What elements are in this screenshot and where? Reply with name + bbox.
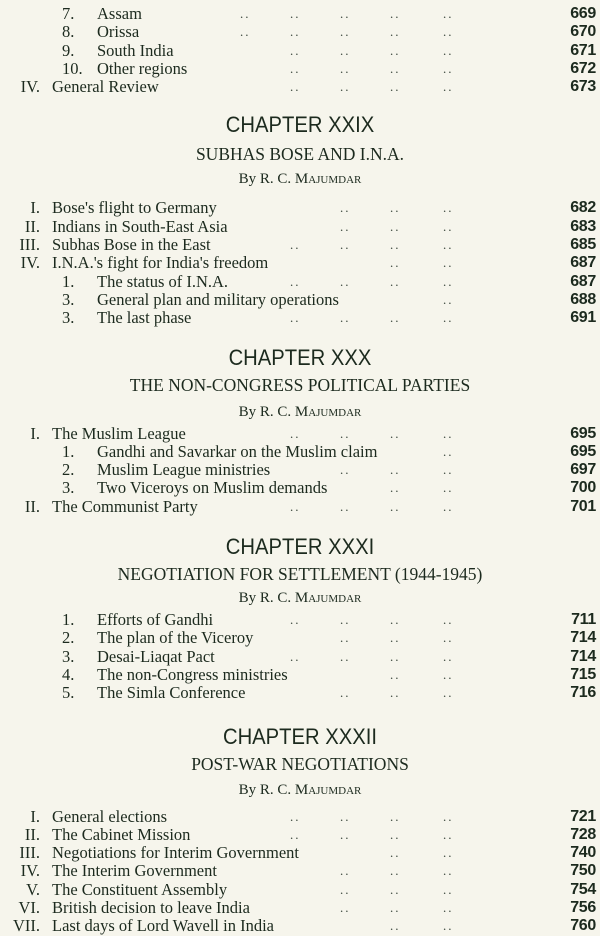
page-number: 697 [570,461,596,479]
toc-entry [0,218,600,236]
chapter-author-line [0,779,600,801]
by-label: By [238,403,257,420]
entry-number: II. [24,496,40,516]
entry-number: 10. [62,58,83,78]
toc-entry [0,844,600,862]
leader-dots: .. [290,425,301,441]
entry-number: 2. [62,460,75,480]
entry-number: 3. [62,646,75,666]
toc-entry [0,291,600,309]
leader-dots: .. [443,612,454,628]
toc-entry [0,629,600,647]
entry-title: The Simla Conference [97,683,246,703]
entry-title: General Review [52,77,159,97]
leader-dots: .. [390,845,401,861]
entry-title: Subhas Bose in the East [52,235,211,255]
leader-dots: .. [290,498,301,514]
toc-entry [0,23,600,41]
entry-number: VII. [12,916,40,936]
chapter-entries [0,611,600,702]
leader-dots: .. [390,425,401,441]
entry-number: 7. [62,4,75,23]
toc-entry [0,899,600,917]
leader-dots: .. [340,685,351,701]
leader-dots: .. [340,24,351,40]
leader-dots: .. [390,666,401,682]
toc-entry [0,273,600,291]
leader-dots: .. [390,498,401,514]
entry-number: I. [30,806,40,826]
leader-dots: .. [443,900,454,916]
leader-dots: .. [390,900,401,916]
leader-dots: .. [443,42,454,58]
leader-dots: .. [390,808,401,824]
toc-entry [0,60,600,78]
entry-number: V. [26,879,40,899]
page-number: 750 [570,862,596,880]
leader-dots: .. [443,462,454,478]
leader-dots: .. [443,255,454,271]
chapter-heading: CHAPTER XXX [228,344,372,370]
chapter-entries [0,808,600,936]
leader-dots: .. [340,630,351,646]
leader-dots: .. [340,60,351,76]
entry-title: Indians in South-East Asia [52,216,228,236]
leader-dots: .. [240,6,251,21]
toc-entry [0,309,600,327]
entry-title: General plan and military operations [97,289,339,309]
page-number: 670 [570,23,596,41]
entry-number: 3. [62,308,75,328]
toc-entry [0,461,600,479]
page-number: 685 [570,236,596,254]
toc-entry [0,78,600,96]
chapter-author-line [0,168,600,190]
leader-dots: .. [443,24,454,40]
entry-number: I. [30,198,40,218]
entry-title: The Cabinet Mission [52,824,191,844]
entry-number: 8. [62,22,75,42]
entry-number: IV. [20,77,40,97]
page-number: 687 [570,272,596,290]
leader-dots: .. [443,200,454,216]
chapter-title: NEGOTIATION FOR SETTLEMENT (1944-1945) [117,564,483,585]
toc-entry [0,611,600,629]
toc-entry [0,808,600,826]
leader-dots: .. [443,918,454,934]
page-number: 673 [570,78,596,96]
page-number: 672 [570,59,596,77]
entry-title: The Constituent Assembly [52,879,228,899]
entry-number: II. [24,216,40,236]
leader-dots: .. [340,648,351,664]
entry-title: The last phase [97,308,192,328]
leader-dots: .. [443,291,454,307]
leader-dots: .. [390,612,401,628]
leader-dots: .. [340,273,351,289]
toc-entry [0,498,600,516]
chapter-section [0,344,600,516]
page-number: 728 [570,825,596,843]
leader-dots: .. [443,808,454,824]
leader-dots: .. [443,845,454,861]
entry-title: The plan of the Viceroy [97,628,254,648]
leader-dots: .. [290,6,301,21]
leader-dots: .. [390,826,401,842]
entry-title: Last days of Lord Wavell in India [52,916,274,936]
entry-title: Other regions [97,58,188,78]
leader-dots: .. [443,6,454,21]
entry-title: I.N.A.'s fight for India's freedom [52,253,269,273]
leader-dots: .. [443,648,454,664]
entry-number: III. [19,843,40,863]
toc-entry [0,862,600,880]
chapter-heading: CHAPTER XXIX [225,112,375,138]
entry-number: IV. [20,861,40,881]
by-label: By [238,781,257,798]
leader-dots: .. [290,237,301,253]
entry-title: Assam [97,4,142,23]
leader-dots: .. [443,498,454,514]
page-number: 740 [570,844,596,862]
leader-dots: .. [290,273,301,289]
leader-dots: .. [340,218,351,234]
leader-dots: .. [390,630,401,646]
page-number: 682 [570,199,596,217]
page-number: 700 [570,479,596,497]
page-number: 683 [570,217,596,235]
entry-title: Two Viceroys on Muslim demands [97,478,328,498]
chapter-author-line [0,401,600,423]
toc-entry [0,443,600,461]
chapter-title: POST-WAR NEGOTIATIONS [191,753,409,774]
page-number: 711 [571,611,596,629]
leader-dots: .. [290,648,301,664]
leader-dots: .. [340,42,351,58]
chapters [0,111,600,935]
entry-title: South India [97,40,174,60]
leader-dots: .. [443,826,454,842]
chapter-section [0,111,600,327]
page-number: 721 [570,807,596,825]
leader-dots: .. [340,425,351,441]
chapter-section [0,723,600,936]
leader-dots: .. [443,237,454,253]
leader-dots: .. [290,42,301,58]
chapter-section [0,533,600,702]
leader-dots: .. [290,310,301,326]
entry-title: Muslim League ministries [97,460,271,480]
leader-dots: .. [443,443,454,459]
leader-dots: .. [340,863,351,879]
entry-title: British decision to leave India [52,898,250,918]
entry-number: IV. [20,253,40,273]
intro-entries [0,5,600,96]
entry-number: 1. [62,610,75,630]
leader-dots: .. [390,6,401,21]
page-number: 687 [570,254,596,272]
entry-title: The non-Congress ministries [97,664,288,684]
leader-dots: .. [290,60,301,76]
toc-entry [0,425,600,443]
chapter-heading: CHAPTER XXXII [222,723,378,749]
page-number: 714 [570,629,596,647]
leader-dots: .. [340,6,351,21]
leader-dots: .. [390,310,401,326]
toc-entry [0,826,600,844]
leader-dots: .. [340,826,351,842]
page-number: 714 [570,647,596,665]
entry-number: 5. [62,683,75,703]
leader-dots: .. [340,310,351,326]
toc-entry [0,684,600,702]
leader-dots: .. [290,612,301,628]
entry-title: Negotiations for Interim Government [52,843,299,863]
entry-number: 1. [62,271,75,291]
toc-entry [0,666,600,684]
leader-dots: .. [390,881,401,897]
toc-entry [0,236,600,254]
entry-title: The Communist Party [52,496,198,516]
entry-title: Gandhi and Savarkar on the Muslim claim [97,441,378,461]
entry-number: 3. [62,289,75,309]
entry-number: 2. [62,628,75,648]
page-number: 688 [570,290,596,308]
leader-dots: .. [340,79,351,95]
entry-title: The Muslim League [52,423,186,443]
page-number: 715 [570,665,596,683]
leader-dots: .. [443,425,454,441]
author-name: R. C. Majumdar [259,403,362,420]
page-number: 756 [570,899,596,917]
entry-number: II. [24,824,40,844]
entry-title: Orissa [97,22,140,42]
leader-dots: .. [340,612,351,628]
entry-number: 1. [62,441,75,461]
leader-dots: .. [443,218,454,234]
leader-dots: .. [290,826,301,842]
toc-entry [0,42,600,60]
leader-dots: .. [390,255,401,271]
leader-dots: .. [390,863,401,879]
leader-dots: .. [390,79,401,95]
entry-number: 9. [62,40,75,60]
page-number: 695 [570,424,596,442]
chapter-title: THE NON-CONGRESS POLITICAL PARTIES [129,374,471,395]
leader-dots: .. [443,630,454,646]
toc-entry [0,199,600,217]
leader-dots: .. [340,237,351,253]
entry-number: III. [19,235,40,255]
entry-number: 3. [62,478,75,498]
entry-title: The Interim Government [52,861,217,881]
entry-number: 4. [62,664,75,684]
leader-dots: .. [390,218,401,234]
entry-title: Desai-Liaqat Pact [97,646,215,666]
leader-dots: .. [443,310,454,326]
page-number: 701 [570,497,596,515]
leader-dots: .. [443,79,454,95]
leader-dots: .. [390,60,401,76]
leader-dots: .. [340,200,351,216]
leader-dots: .. [390,24,401,40]
leader-dots: .. [290,79,301,95]
toc-entry [0,5,600,23]
leader-dots: .. [290,808,301,824]
leader-dots: .. [390,462,401,478]
chapter-author-line [0,587,600,609]
by-label: By [238,590,257,607]
leader-dots: .. [390,480,401,496]
leader-dots: .. [340,808,351,824]
entry-title: General elections [52,806,167,826]
leader-dots: .. [390,200,401,216]
leader-dots: .. [340,462,351,478]
page-number: 691 [570,309,596,327]
page-number: 760 [570,917,596,935]
chapter-entries [0,425,600,516]
leader-dots: .. [443,273,454,289]
leader-dots: .. [443,863,454,879]
leader-dots: .. [390,685,401,701]
leader-dots: .. [443,60,454,76]
entry-title: The status of I.N.A. [97,271,229,291]
page-number: 669 [570,5,596,22]
author-name: R. C. Majumdar [259,171,362,188]
leader-dots: .. [443,685,454,701]
entry-title: Bose's flight to Germany [52,198,217,218]
toc-entry [0,881,600,899]
leader-dots: .. [390,648,401,664]
leader-dots: .. [390,273,401,289]
leader-dots: .. [240,24,251,40]
by-label: By [238,171,257,188]
chapter-entries [0,199,600,327]
leader-dots: .. [290,24,301,40]
page-number: 695 [570,442,596,460]
leader-dots: .. [390,42,401,58]
leader-dots: .. [340,498,351,514]
leader-dots: .. [390,237,401,253]
leader-dots: .. [443,480,454,496]
entry-number: VI. [18,898,40,918]
leader-dots: .. [390,918,401,934]
chapter-heading: CHAPTER XXXI [225,534,375,560]
chapter-title: SUBHAS BOSE AND I.N.A. [195,144,405,165]
page-number: 716 [570,684,596,702]
page-number: 671 [570,41,596,59]
author-name: R. C. Majumdar [259,590,362,607]
author-name: R. C. Majumdar [259,781,362,798]
page-number: 754 [570,880,596,898]
leader-dots: .. [443,881,454,897]
leader-dots: .. [340,900,351,916]
leader-dots: .. [443,666,454,682]
toc-entry [0,254,600,272]
leader-dots: .. [340,881,351,897]
entry-title: Efforts of Gandhi [97,610,214,630]
entry-number: I. [30,423,40,443]
toc-entry [0,479,600,497]
toc-entry [0,648,600,666]
